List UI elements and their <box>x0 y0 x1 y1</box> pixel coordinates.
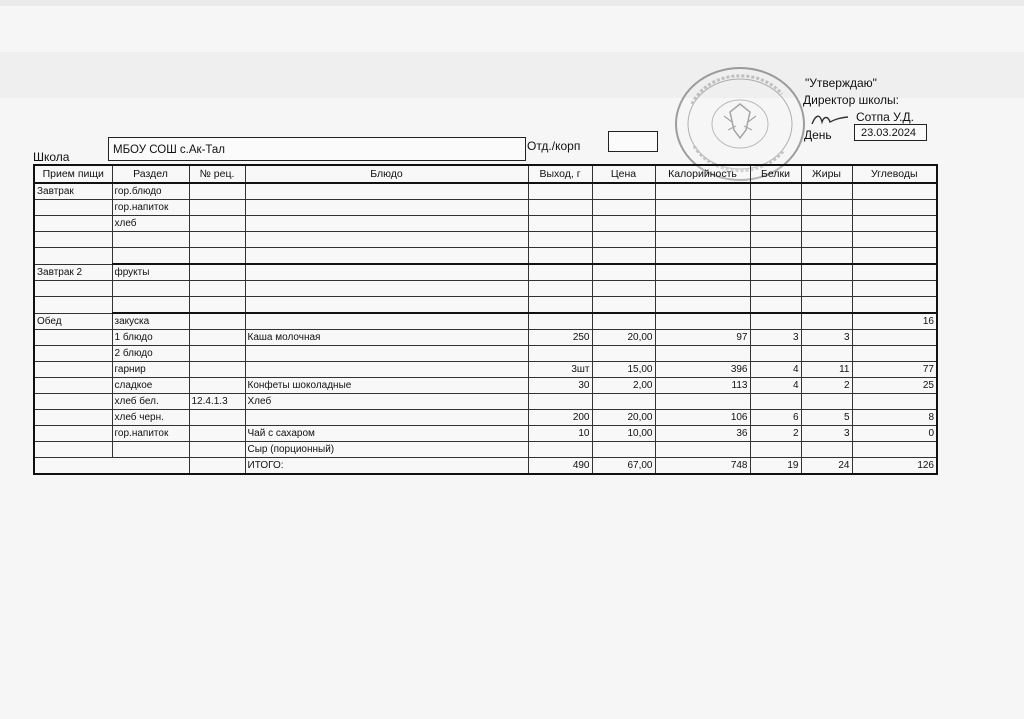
dish-cell <box>245 313 528 330</box>
output-cell <box>528 394 592 410</box>
director-name: Сотпа У.Д. <box>856 110 914 124</box>
col-output: Выход, г <box>528 165 592 183</box>
carbs-cell <box>852 216 937 232</box>
protein-cell <box>750 248 801 265</box>
table-row <box>34 281 937 297</box>
total-empty-cell <box>189 458 245 475</box>
output-cell <box>528 200 592 216</box>
position-label: Директор школы: <box>803 93 899 107</box>
meal-cell <box>34 378 112 394</box>
price-cell: 20,00 <box>592 330 655 346</box>
total-protein: 19 <box>750 458 801 475</box>
table-row <box>34 410 937 426</box>
carbs-cell <box>852 183 937 200</box>
date-value: 23.03.2024 <box>861 127 917 139</box>
fat-cell <box>801 297 852 314</box>
output-cell <box>528 216 592 232</box>
col-protein: Белки <box>750 165 801 183</box>
meal-cell <box>34 442 112 458</box>
section-cell <box>112 442 189 458</box>
total-calories: 748 <box>655 458 750 475</box>
calories-cell: 396 <box>655 362 750 378</box>
calories-cell <box>655 264 750 281</box>
price-cell <box>592 232 655 248</box>
fat-cell <box>801 281 852 297</box>
section-cell: 1 блюдо <box>112 330 189 346</box>
price-cell <box>592 200 655 216</box>
output-cell <box>528 281 592 297</box>
carbs-cell: 0 <box>852 426 937 442</box>
meal-cell <box>34 248 112 265</box>
table-row <box>34 426 937 442</box>
calories-cell <box>655 281 750 297</box>
protein-cell <box>750 200 801 216</box>
carbs-cell: 77 <box>852 362 937 378</box>
col-price: Цена <box>592 165 655 183</box>
meal-cell <box>34 297 112 314</box>
output-cell <box>528 313 592 330</box>
output-cell: 250 <box>528 330 592 346</box>
price-cell <box>592 297 655 314</box>
protein-cell <box>750 346 801 362</box>
dish-cell <box>245 216 528 232</box>
section-cell: сладкое <box>112 378 189 394</box>
section-cell: 2 блюдо <box>112 346 189 362</box>
col-meal: Прием пищи <box>34 165 112 183</box>
table-row <box>34 264 937 281</box>
recipe-cell <box>189 297 245 314</box>
handwritten-signature-icon <box>810 112 850 128</box>
carbs-cell <box>852 346 937 362</box>
price-cell: 10,00 <box>592 426 655 442</box>
meal-cell <box>34 200 112 216</box>
meal-cell: Завтрак 2 <box>34 264 112 281</box>
carbs-cell <box>852 281 937 297</box>
dish-cell <box>245 248 528 265</box>
output-cell <box>528 232 592 248</box>
fat-cell <box>801 248 852 265</box>
calories-cell <box>655 216 750 232</box>
price-cell <box>592 346 655 362</box>
school-label: Школа <box>33 150 70 164</box>
dish-cell <box>245 410 528 426</box>
header-row <box>34 165 937 183</box>
price-cell <box>592 264 655 281</box>
dish-cell <box>245 297 528 314</box>
table-row <box>34 394 937 410</box>
school-name-box <box>108 137 526 161</box>
fat-cell <box>801 200 852 216</box>
meal-cell: Завтрак <box>34 183 112 200</box>
total-price: 67,00 <box>592 458 655 475</box>
fat-cell <box>801 442 852 458</box>
carbs-cell <box>852 330 937 346</box>
menu-body <box>34 183 937 474</box>
price-cell <box>592 442 655 458</box>
table-row <box>34 313 937 330</box>
col-calories: Калорийность <box>655 165 750 183</box>
recipe-cell <box>189 183 245 200</box>
carbs-cell <box>852 232 937 248</box>
carbs-cell <box>852 442 937 458</box>
fat-cell: 11 <box>801 362 852 378</box>
table-row <box>34 183 937 200</box>
col-dish: Блюдо <box>245 165 528 183</box>
calories-cell: 36 <box>655 426 750 442</box>
price-cell <box>592 248 655 265</box>
fat-cell: 3 <box>801 426 852 442</box>
section-cell: хлеб черн. <box>112 410 189 426</box>
section-cell: закуска <box>112 313 189 330</box>
col-recipe: № рец. <box>189 165 245 183</box>
recipe-cell <box>189 281 245 297</box>
total-row <box>34 458 937 475</box>
meal-cell <box>34 330 112 346</box>
menu-table <box>33 164 938 475</box>
meal-cell <box>34 394 112 410</box>
approve-label: "Утверждаю" <box>805 76 877 90</box>
output-cell: 10 <box>528 426 592 442</box>
dish-cell <box>245 362 528 378</box>
section-cell <box>112 297 189 314</box>
meal-cell <box>34 346 112 362</box>
table-row <box>34 362 937 378</box>
recipe-cell <box>189 410 245 426</box>
meal-cell <box>34 362 112 378</box>
calories-cell <box>655 183 750 200</box>
fat-cell: 5 <box>801 410 852 426</box>
fat-cell <box>801 394 852 410</box>
table-row <box>34 248 937 265</box>
price-cell <box>592 281 655 297</box>
section-cell <box>112 281 189 297</box>
output-cell: 3шт <box>528 362 592 378</box>
price-cell <box>592 313 655 330</box>
fat-cell: 3 <box>801 330 852 346</box>
calories-cell: 113 <box>655 378 750 394</box>
total-output: 490 <box>528 458 592 475</box>
output-cell <box>528 297 592 314</box>
meal-cell <box>34 281 112 297</box>
protein-cell <box>750 313 801 330</box>
calories-cell <box>655 346 750 362</box>
total-empty-cell <box>112 458 189 475</box>
calories-cell <box>655 297 750 314</box>
section-cell <box>112 248 189 265</box>
output-cell <box>528 264 592 281</box>
recipe-cell <box>189 264 245 281</box>
protein-cell: 4 <box>750 378 801 394</box>
total-empty-cell <box>34 458 112 475</box>
date-box <box>854 124 927 141</box>
protein-cell <box>750 297 801 314</box>
recipe-cell <box>189 200 245 216</box>
fat-cell: 2 <box>801 378 852 394</box>
dish-cell: Хлеб <box>245 394 528 410</box>
calories-cell <box>655 313 750 330</box>
section-cell: гарнир <box>112 362 189 378</box>
protein-cell: 2 <box>750 426 801 442</box>
table-row <box>34 297 937 314</box>
table-row <box>34 216 937 232</box>
meal-cell <box>34 232 112 248</box>
dish-cell: Каша молочная <box>245 330 528 346</box>
protein-cell: 4 <box>750 362 801 378</box>
dish-cell: Сыр (порционный) <box>245 442 528 458</box>
dish-cell <box>245 264 528 281</box>
section-cell: гор.напиток <box>112 200 189 216</box>
recipe-cell <box>189 216 245 232</box>
dish-cell <box>245 232 528 248</box>
meal-cell <box>34 426 112 442</box>
carbs-cell: 8 <box>852 410 937 426</box>
carbs-cell <box>852 297 937 314</box>
dish-cell <box>245 346 528 362</box>
col-carbs: Углеводы <box>852 165 937 183</box>
section-cell <box>112 232 189 248</box>
section-cell: хлеб <box>112 216 189 232</box>
total-carbs: 126 <box>852 458 937 475</box>
output-cell: 200 <box>528 410 592 426</box>
recipe-cell <box>189 426 245 442</box>
table-row <box>34 330 937 346</box>
section-cell: гор.блюдо <box>112 183 189 200</box>
section-cell: хлеб бел. <box>112 394 189 410</box>
protein-cell <box>750 281 801 297</box>
output-cell <box>528 442 592 458</box>
protein-cell <box>750 232 801 248</box>
calories-cell <box>655 442 750 458</box>
col-fat: Жиры <box>801 165 852 183</box>
fat-cell <box>801 313 852 330</box>
recipe-cell <box>189 362 245 378</box>
carbs-cell <box>852 264 937 281</box>
section-cell: фрукты <box>112 264 189 281</box>
dish-cell <box>245 183 528 200</box>
carbs-cell <box>852 394 937 410</box>
output-cell: 30 <box>528 378 592 394</box>
recipe-cell <box>189 248 245 265</box>
protein-cell <box>750 216 801 232</box>
table-row <box>34 200 937 216</box>
output-cell <box>528 183 592 200</box>
recipe-cell: 12.4.1.3 <box>189 394 245 410</box>
total-label: ИТОГО: <box>245 458 528 475</box>
day-label: День <box>804 128 832 142</box>
protein-cell <box>750 264 801 281</box>
dish-cell <box>245 200 528 216</box>
calories-cell <box>655 248 750 265</box>
recipe-cell <box>189 442 245 458</box>
meal-cell: Обед <box>34 313 112 330</box>
output-cell <box>528 346 592 362</box>
dish-cell: Конфеты шоколадные <box>245 378 528 394</box>
section-cell: гор.напиток <box>112 426 189 442</box>
price-cell: 20,00 <box>592 410 655 426</box>
price-cell <box>592 394 655 410</box>
carbs-cell: 16 <box>852 313 937 330</box>
table-row <box>34 232 937 248</box>
calories-cell <box>655 200 750 216</box>
recipe-cell <box>189 378 245 394</box>
protein-cell <box>750 183 801 200</box>
protein-cell: 3 <box>750 330 801 346</box>
price-cell <box>592 216 655 232</box>
price-cell: 15,00 <box>592 362 655 378</box>
dept-label: Отд./корп <box>527 139 581 153</box>
protein-cell <box>750 442 801 458</box>
recipe-cell <box>189 313 245 330</box>
total-fat: 24 <box>801 458 852 475</box>
fat-cell <box>801 183 852 200</box>
calories-cell: 97 <box>655 330 750 346</box>
table-row <box>34 378 937 394</box>
fat-cell <box>801 346 852 362</box>
table-row <box>34 442 937 458</box>
fat-cell <box>801 264 852 281</box>
recipe-cell <box>189 330 245 346</box>
carbs-cell <box>852 200 937 216</box>
price-cell: 2,00 <box>592 378 655 394</box>
fat-cell <box>801 232 852 248</box>
school-name: МБОУ СОШ с.Ак-Тал <box>113 144 226 156</box>
protein-cell <box>750 394 801 410</box>
table-row <box>34 346 937 362</box>
output-cell <box>528 248 592 265</box>
recipe-cell <box>189 346 245 362</box>
dish-cell <box>245 281 528 297</box>
col-section: Раздел <box>112 165 189 183</box>
calories-cell <box>655 232 750 248</box>
calories-cell: 106 <box>655 410 750 426</box>
meal-cell <box>34 216 112 232</box>
recipe-cell <box>189 232 245 248</box>
carbs-cell <box>852 248 937 265</box>
fat-cell <box>801 216 852 232</box>
carbs-cell: 25 <box>852 378 937 394</box>
meal-cell <box>34 410 112 426</box>
dept-box <box>608 131 658 152</box>
price-cell <box>592 183 655 200</box>
dish-cell: Чай с сахаром <box>245 426 528 442</box>
protein-cell: 6 <box>750 410 801 426</box>
calories-cell <box>655 394 750 410</box>
